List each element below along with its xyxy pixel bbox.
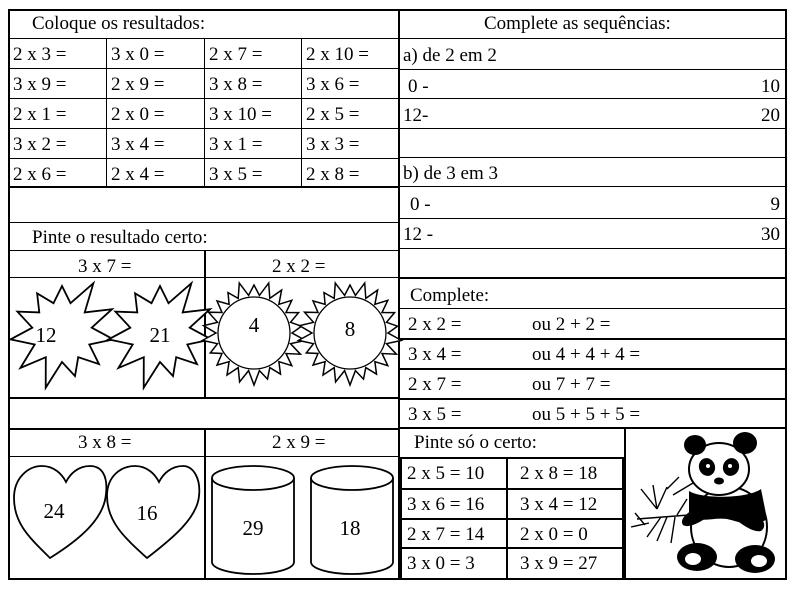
pinte-option[interactable]: 2 x 8 = 18 (520, 463, 598, 484)
seq-a2-start: 12- (403, 105, 429, 126)
right-sep-7 (398, 248, 787, 249)
right-sep-6 (398, 218, 787, 219)
right-title: Complete as sequências: (484, 13, 671, 34)
grid-cell: 2 x 3 = (13, 44, 67, 65)
grid-cell: 2 x 1 = (13, 104, 67, 125)
grid-cell: 3 x 8 = (209, 74, 263, 95)
right-sep-8 (398, 277, 787, 279)
pinte-vline (400, 457, 402, 579)
q4-option-1: 29 (242, 516, 264, 540)
complete-mult: 3 x 4 = (408, 344, 462, 365)
complete-sum: ou 5 + 5 + 5 = (532, 404, 641, 425)
complete-sep (398, 308, 787, 309)
q4-option-2: 18 (339, 516, 361, 540)
q4-label: 2 x 9 = (272, 432, 326, 453)
pinte-option[interactable]: 3 x 0 = 3 (407, 553, 475, 574)
complete-sum: ou 7 + 7 = (532, 374, 611, 395)
complete-sum: ou 2 + 2 = (532, 314, 611, 335)
grid-cell: 3 x 5 = (209, 164, 263, 185)
complete-mult: 3 x 5 = (408, 404, 462, 425)
pinte-vline (622, 457, 624, 579)
pinte-option[interactable]: 3 x 9 = 27 (520, 553, 598, 574)
pinte-option[interactable]: 2 x 5 = 10 (407, 463, 485, 484)
seq-b2-start: 12 - (403, 224, 434, 245)
seq-b-label: b) de 3 em 3 (403, 163, 498, 184)
grid-cell: 2 x 5 = (306, 104, 360, 125)
pinte-hline (399, 578, 625, 580)
pinte-hline (399, 457, 625, 459)
q2-option-1: 4 (248, 313, 260, 337)
complete-sum: ou 4 + 4 + 4 = (532, 344, 641, 365)
right-sep-0 (398, 38, 787, 39)
right-sep-1 (398, 69, 787, 70)
seq-b1-end: 9 (770, 194, 780, 215)
complete-mult: 2 x 7 = (408, 374, 462, 395)
q2-label: 2 x 2 = (272, 256, 326, 277)
grid-cell: 3 x 4 = (111, 134, 165, 155)
grid-cell: 2 x 8 = (306, 164, 360, 185)
pinte-hline (399, 518, 625, 520)
pinte-option[interactable]: 2 x 0 = 0 (520, 524, 588, 545)
grid-cell: 3 x 1 = (209, 134, 263, 155)
grid-cell: 2 x 4 = (111, 164, 165, 185)
pinte-option[interactable]: 3 x 6 = 16 (407, 494, 485, 515)
grid-cell: 2 x 7 = (209, 44, 263, 65)
cylinder-top-icon (212, 466, 294, 490)
panda-divider (624, 428, 626, 580)
pinte-hline (399, 547, 625, 549)
right-sep-4 (398, 157, 787, 158)
panda-icon (627, 429, 787, 579)
grid-cell: 3 x 6 = (306, 74, 360, 95)
grid-cell: 3 x 0 = (111, 44, 165, 65)
seq-a1-start: 0 - (408, 76, 429, 97)
grid-cell: 2 x 0 = (111, 104, 165, 125)
complete-sep (398, 338, 787, 340)
right-sep-2 (398, 98, 787, 99)
paint-title: Pinte o resultado certo: (32, 227, 208, 248)
pinte-title: Pinte só o certo: (414, 432, 537, 453)
pinte-vline (506, 457, 508, 579)
pinte-option[interactable]: 3 x 4 = 12 (520, 494, 598, 515)
q1-option-2: 21 (149, 323, 171, 347)
starburst-icon[interactable] (11, 283, 114, 388)
q3-option-2: 16 (136, 501, 158, 525)
left-title: Coloque os resultados: (32, 13, 206, 34)
cylinder-top-icon (311, 466, 393, 490)
pinte-option[interactable]: 2 x 7 = 14 (407, 524, 485, 545)
grid-cell: 2 x 6 = (13, 164, 67, 185)
complete-sep (398, 398, 787, 400)
q2-option-2: 8 (344, 317, 356, 341)
seq-b1-start: 0 - (410, 194, 431, 215)
complete-mult: 2 x 2 = (408, 314, 462, 335)
grid-cell: 2 x 10 = (306, 44, 369, 65)
q1-label: 3 x 7 = (78, 256, 132, 277)
seq-a-label: a) de 2 em 2 (403, 45, 497, 66)
right-sep-3 (398, 128, 787, 129)
seq-b2-end: 30 (761, 224, 780, 245)
grid-cell: 3 x 3 = (306, 134, 360, 155)
complete-title: Complete: (410, 285, 490, 306)
grid-cell: 3 x 10 = (209, 104, 272, 125)
right-sep-5 (398, 186, 787, 187)
grid-cell: 2 x 9 = (111, 74, 165, 95)
grid-cell: 3 x 9 = (13, 74, 67, 95)
complete-sep (398, 368, 787, 370)
q3-option-1: 24 (43, 499, 65, 523)
seq-a2-end: 20 (761, 105, 780, 126)
grid-cell: 3 x 2 = (13, 134, 67, 155)
q1-option-1: 12 (35, 323, 57, 347)
q3-label: 3 x 8 = (78, 432, 132, 453)
seq-a1-end: 10 (761, 76, 780, 97)
pinte-hline (399, 488, 625, 490)
